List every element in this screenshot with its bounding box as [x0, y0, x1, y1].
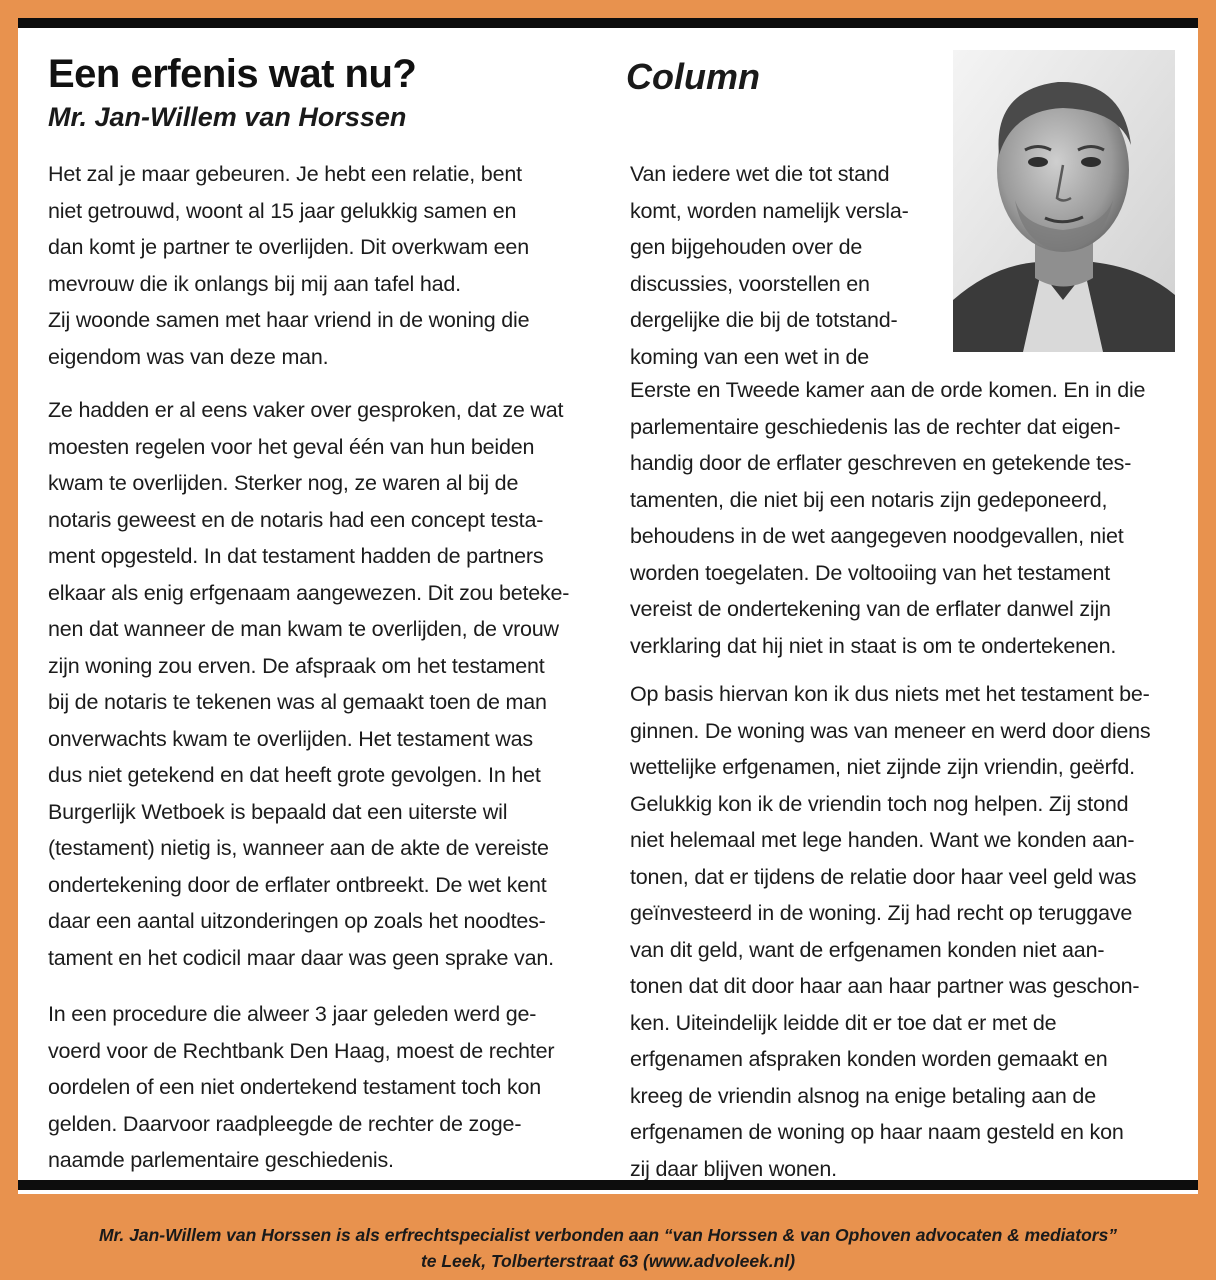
top-rule	[18, 18, 1198, 28]
right-paragraph-2: Op basis hiervan kon ik dus niets met het testament be- ginnen. De woning was van meneer en werd door diens wettelijke erfgenamen, niet zijnde zijn vriendin, geërfd. Gelukkig kon ik de vriendin toch nog helpen. Zij stond niet helemaal met lege handen. Want we konden aan- tonen, dat er tijdens de relatie door haar veel geld was geïnvesteerd in de woning. Zij had recht op teruggave van dit geld, want de erfgenamen konden niet aan- tonen dat dit door haar aan haar partner was geschon- ken. Uiteindelijk leidde dit er toe dat er met de erfgenamen afspraken konden worden gemaakt en kreeg de vriendin alsnog na enige betaling aan de erfgenamen de woning op haar naam gesteld en kon zij daar blijven wonen.	[630, 682, 1151, 1181]
article-author: Mr. Jan-Willem van Horssen	[48, 102, 407, 132]
left-paragraph-1: Het zal je maar gebeuren. Je hebt een relatie, bent niet getrouwd, woont al 15 jaar gelukkig samen en dan komt je partner te overlijden. Dit overkwam een mevrouw die ik onlangs bij mij aan tafel had. Zij woonde samen met haar vriend in de woning die eigendom was van deze man.	[48, 162, 530, 369]
right-paragraph-1-narrow: Van iedere wet die tot stand komt, worden namelijk versla- gen bijgehouden over de discussies, voorstellen en dergelijke die bij de totstand- koming van een wet in de	[630, 162, 909, 369]
right-paragraph-1-wide: Eerste en Tweede kamer aan de orde komen. En in die parlementaire geschiedenis las de rechter dat eigen- handig door de erflater geschreven en getekende tes- tamenten, die niet bij een notaris zijn gedeponeerd, behoudens in de wet aangegeven noodgevallen, niet worden toegelaten. De voltooiing van het testament vereist de ondertekening van de erflater danwel zijn verklaring dat hij niet in staat is om te ondertekenen.	[630, 378, 1146, 658]
footer	[0, 1196, 1216, 1280]
article-page	[18, 18, 1198, 1194]
author-portrait	[953, 50, 1175, 352]
author-portrait-icon	[953, 50, 1175, 352]
left-paragraph-2: Ze hadden er al eens vaker over gesproken, dat ze wat moesten regelen voor het geval één van hun beiden kwam te overlijden. Sterker nog, ze waren al bij de notaris geweest en de notaris had een concept testa- ment opgesteld. In dat testament hadden de partners elkaar als enig erfgenaam aangewezen. Dit zou beteke- nen dat wanneer de man kwam te overlijden, de vrouw zijn woning zou erven. De afspraak om het testament bij de notaris te tekenen was al gemaakt toen de man onverwachts kwam te overlijden. Het testament was dus niet getekend en dat heeft grote gevolgen. In het Burgerlijk Wetboek is bepaald dat een uiterste wil (testament) nietig is, wanneer aan de akte de vereiste ondertekening door de erflater ontbreekt. De wet kent daar een aantal uitzonderingen op zoals het noodtes- tament en het codicil maar daar was geen sprake van.	[48, 398, 570, 970]
article-title: Een erfenis wat nu?	[48, 52, 417, 96]
footer-line-2: te Leek, Tolberterstraat 63 (www.advoleek.nl)	[420, 1251, 796, 1271]
left-paragraph-3: In een procedure die alweer 3 jaar geleden werd ge- voerd voor de Rechtbank Den Haag, moest de rechter oordelen of een niet ondertekend testament toch kon gelden. Daarvoor raadpleegde de rechter de zoge- naamde parlementaire geschiedenis.	[48, 1002, 555, 1172]
section-label: Column	[626, 56, 760, 97]
bottom-rule	[18, 1180, 1198, 1190]
footer-line-1: Mr. Jan-Willem van Horssen is als erfrechtspecialist verbonden aan “van Horssen & van Ophoven advocaten & mediators”	[98, 1225, 1118, 1245]
